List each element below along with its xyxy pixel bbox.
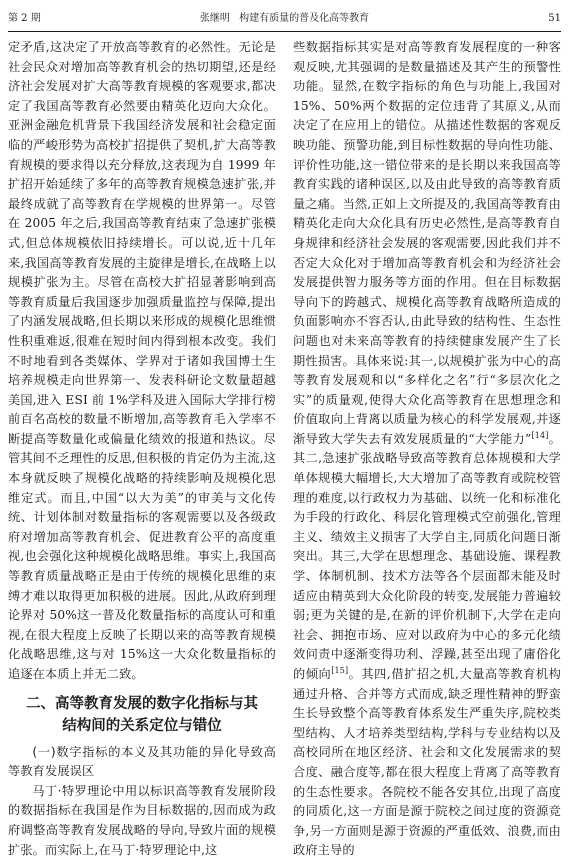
citation-ref: [14] [531,430,549,440]
section-heading [8,693,276,737]
body-paragraph [293,38,561,858]
right-column [293,38,561,858]
body-text: 些数据指标其实是对高等教育发展程度的一种客观反映,尤其强调的是数量描述及其产生的预警性功能。显然,在数字指标的角色与功能上,我国对 15%、50%两个数据的定位违背了其原义,从而决定了在应用上的错位。从描述性数据的客观反映功能、预警功能,到目标性数据的导向性功能、评价性功能,这一错位带来的是长期以来我国高等教育实践的诸种误区,以及由此导致的高等教育质量之痛。当然,正如上文所提及的,我国高等教育由精英化走向大众化具有历史必然性,是高等教育自身规律和经济社会发展的客观需要,因此我们并不否定大众化对于增加高等教育机会和为经济社会发展提供智力服务等方面的作用。但在目标数据导向下的跨越式、规模化高等教育战略所造成的负面影响亦不容否认,由此导致的结构性、生态性问题也对未来高等教育的持续健康发展产生了长期性损害。具体来说:其一,以规模扩张为中心的高等教育发展观和以“多样化之名”行“多层次化之实”的质量观,使得大众化高等教育在思想理念和价值取向上背离以质量为核心的科学发展观,并逐渐导致大学失去有效发展质量的“大学能力” [293,40,561,446]
section-heading-line1: 二、高等教育发展的数字化指标与其 [26,695,258,712]
issue-number: 第 2 期 [8,13,41,24]
body-paragraph: 定矛盾,这决定了开放高等教育的必然性。无论是社会民众对增加高等教育机会的热切期望,还是经济社会发展对扩大高等教育规模的客观要求,都决定了我国高等教育必然要由精英化迈向大众化。亚洲金融危机背景下我国经济发展和社会稳定面临的严峻形势为高校扩招提供了契机,扩大高等教育规模的要求得以充分释放,这表现为自 1999 年扩招开始延续了多年的高等教育规模急速扩张,并最终成就了高等教育在学规模的世界第一。尽管在 2005 年之后,我国高等教育结束了急速扩张模式,但总体规模依旧持续增长。可以说,近十几年来,我国高等教育发展的主旋律是增长,在战略上以规模扩张为主。尽管在高校大扩招显著影响到高等教育质量后我国逐步加强质量监控与保障,提出了内涵发展战略,但长期以来形成的规模化思维惯性积重难返,很难在短时间内得到根本改变。我们不时地看到各类媒体、学界对于诸如我国博士生培养规模走向世界第一、发表科研论文数量超越美国,进入 ESI 前 1%学科及进入国际大学排行榜前百名高校的数量不断增加,高等教育毛入学率不断提高等数量化或偏量化绩效的报道和热议。尽管其间不乏理性的反思,但积极的肯定仍为主流,这本身就反映了规模化战略的持续影响及规模化思维定式。而且,中国“以大为美”的审美与文化传统、计划体制对数量指标的客观需要以及各级政府对增加高等教育机会、促进教育公平的高度重视,也会强化这种规模化战略思维。事实上,我国高等教育质量战略正是由于传统的规模化思维的束缚才难以取得更加积极的进展。因此,从政府到理论界对 50%这一普及化数量指标的高度认可和重视,在很大程度上反映了长期以来的高等教育规模化战略思维,这与对 15%这一大众化数量指标的追逐在本质上并无二致。 [8,40,276,681]
page-number: 51 [548,13,561,24]
header-rule [8,31,561,32]
running-author: 张继明 [199,13,230,24]
running-title: 构建有质量的普及化高等教育 [239,13,370,24]
subsection-heading: (一)数字指标的本义及其功能的异化导致高等教育发展误区 [8,744,276,779]
running-header [8,10,561,30]
body-paragraph: 马丁·特罗理论中用以标识高等教育发展阶段的数据指标在我国是作为目标数据的,因而成为政府调整高等教育发展战略的导向,导致片面的规模扩张。而实际上,在马丁·特罗理论中,这 [8,783,276,857]
section-heading-line2: 结构间的关系定位与错位 [62,717,222,734]
citation-ref: [15] [331,665,349,675]
running-title-block [8,12,561,26]
left-column [8,38,276,858]
body-text: 。其四,借扩招之机,大量高等教育机构通过升格、合并等方式而成,缺乏理性精神的野蛮生长导致整个高等教育体系发生严重失序,院校类型结构、人才培养类型结构,学科与专业结构以及高校同所在地区经济、社会和文化发展需求的契合度、融合度等,都在很大程度上背离了高等教育的生态性要求。各院校不能各安其位,出现了高度的同质化,这一方面是源于院校之间过度的资源竞争,另一方面则是源于资源的严重低效、浪费,而由政府主导的 [293,667,561,858]
body-text: 。其二,急速扩张战略导致高等教育总体规模和大学单体规模大幅增长,大大增加了高等教育或院校管理的难度,以行政权力为基础、以统一化和标准化为手段的行政化、科层化管理模式空前强化,管理主义、绩效主义损害了大学自主,同质化问题日渐突出。其三,大学在思想理念、基础设施、课程教学、体制机制、技术方法等各个层面都未能及时适应由精英到大众化阶段的转变,发展能力普遍较弱;更为关键的是,在新的评价机制下,大学在走向社会、拥抱市场、应对以政府为中心的多元化绩效问责中逐渐变得功利、浮躁,甚至出现了庸俗化的倾向 [293,431,561,681]
